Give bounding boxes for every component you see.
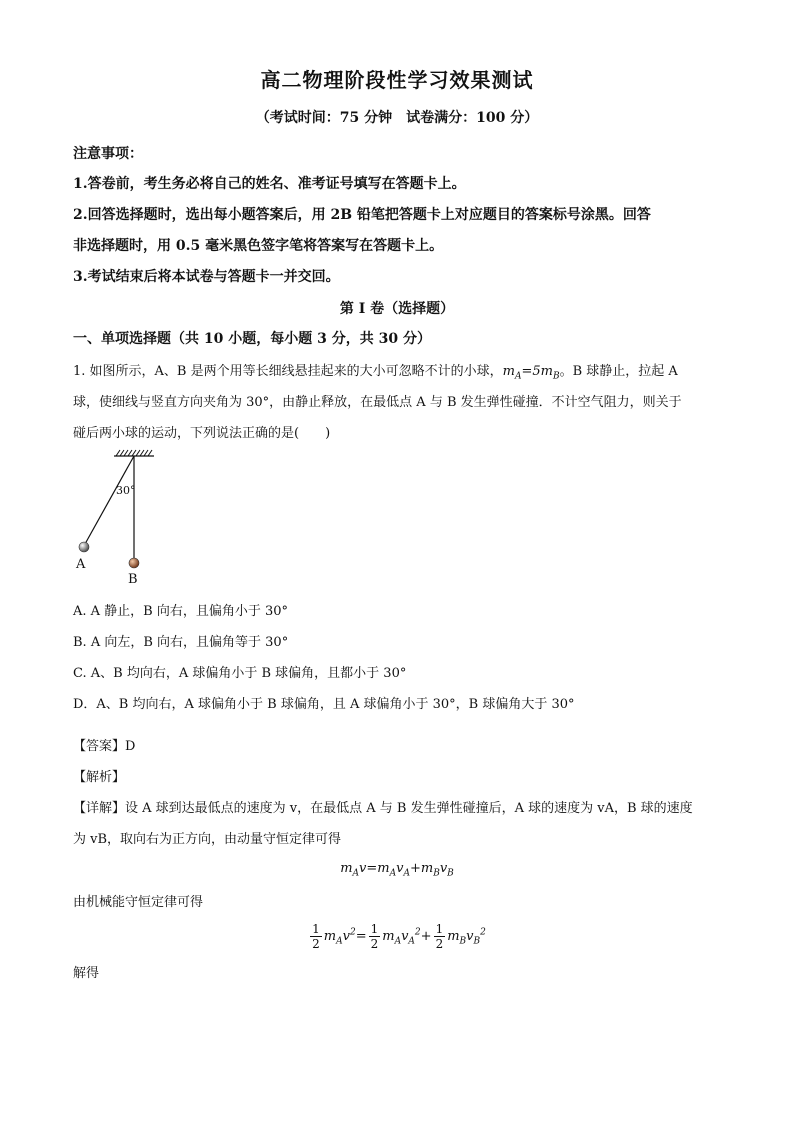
label-b: B xyxy=(128,572,138,587)
question-1-line-2: 球，使细线与竖直方向夹角为 30°，由静止释放，在最低点 A 与 B 发生弹性碰撞．不计空气阻力，则关于 xyxy=(73,395,682,410)
exam-info: （考试时间：75 分钟 试卷满分：100 分） xyxy=(255,110,539,126)
option-a: A. A 静止，B 向右，且偏角小于 30° xyxy=(73,604,289,619)
answer-value: D xyxy=(125,739,136,754)
solve-text: 解得 xyxy=(73,966,100,981)
notice-item-1: 1.答卷前，考生务必将自己的姓名、准考证号填写在答题卡上。 xyxy=(73,176,466,192)
notice-item-2-line-1: 2.回答选择题时，选出每小题答案后，用 2B 铅笔把答题卡上对应题目的答案标号涂黑。回答 xyxy=(73,207,651,223)
question-1-text-b: 。B 球静止，拉起 A xyxy=(559,364,678,379)
momentum-equation: $m_Av=m_Av_A+m_Bv_B$ xyxy=(340,861,454,879)
energy-text: 由机械能守恒定律可得 xyxy=(73,895,204,910)
mass-relation: $m_A=5m_B$ xyxy=(502,364,560,382)
ball-b xyxy=(129,558,139,568)
ceiling-hatch xyxy=(116,450,152,456)
ball-a xyxy=(79,542,89,552)
detail-line-1 xyxy=(73,797,693,816)
pendulum-figure xyxy=(70,448,170,588)
notice-item-2-line-2: 非选择题时，用 0.5 毫米黑色签字笔将答案写在答题卡上。 xyxy=(73,238,444,254)
energy-equation: $\frac{1}{2}$ $m_Av^2=$ $\frac{1}{2}$ $m_Av_A^2+$ $\frac{1}{2}$ $m_Bv_B^2$ xyxy=(312,922,486,951)
detail-line-2: 为 vB，取向右为正方向，由动量守恒定律可得 xyxy=(73,832,342,847)
question-1-line-3: 碰后两小球的运动，下列说法正确的是( ) xyxy=(73,426,331,441)
detail-text-1: 设 A 球到达最低点的速度为 v，在最低点 A 与 B 发生弹性碰撞后，A 球的速度为 vA，B 球的速度 xyxy=(125,801,693,816)
notice-item-3: 3.考试结束后将本试卷与答题卡一并交回。 xyxy=(73,269,340,285)
option-c: C. A、B 均向右，A 球偏角小于 B 球偏角，且都小于 30° xyxy=(73,666,407,681)
option-d: D．A、B 均向右，A 球偏角小于 B 球偏角，且 A 球偏角小于 30°，B 球偏角大于 30° xyxy=(73,697,575,712)
angle-label: 30° xyxy=(116,484,136,497)
label-a: A xyxy=(76,557,86,572)
question-1-line-1 xyxy=(73,360,678,382)
answer-line xyxy=(73,735,135,754)
page-title: 高二物理阶段性学习效果测试 xyxy=(260,68,534,92)
question-1-text-a: 1. 如图所示，A、B 是两个用等长细线悬挂起来的大小可忽略不计的小球， xyxy=(73,364,503,379)
detail-label: 【详解】 xyxy=(73,801,126,816)
string-a xyxy=(85,456,134,544)
answer-label: 【答案】 xyxy=(73,739,126,754)
analysis-label: 【解析】 xyxy=(73,770,126,785)
section-heading: 一、单项选择题（共 10 小题，每小题 3 分，共 30 分） xyxy=(73,331,431,347)
notice-heading: 注意事项： xyxy=(73,146,143,162)
part-title: 第 I 卷（选择题） xyxy=(339,301,455,317)
option-b: B. A 向左，B 向右，且偏角等于 30° xyxy=(73,635,289,650)
